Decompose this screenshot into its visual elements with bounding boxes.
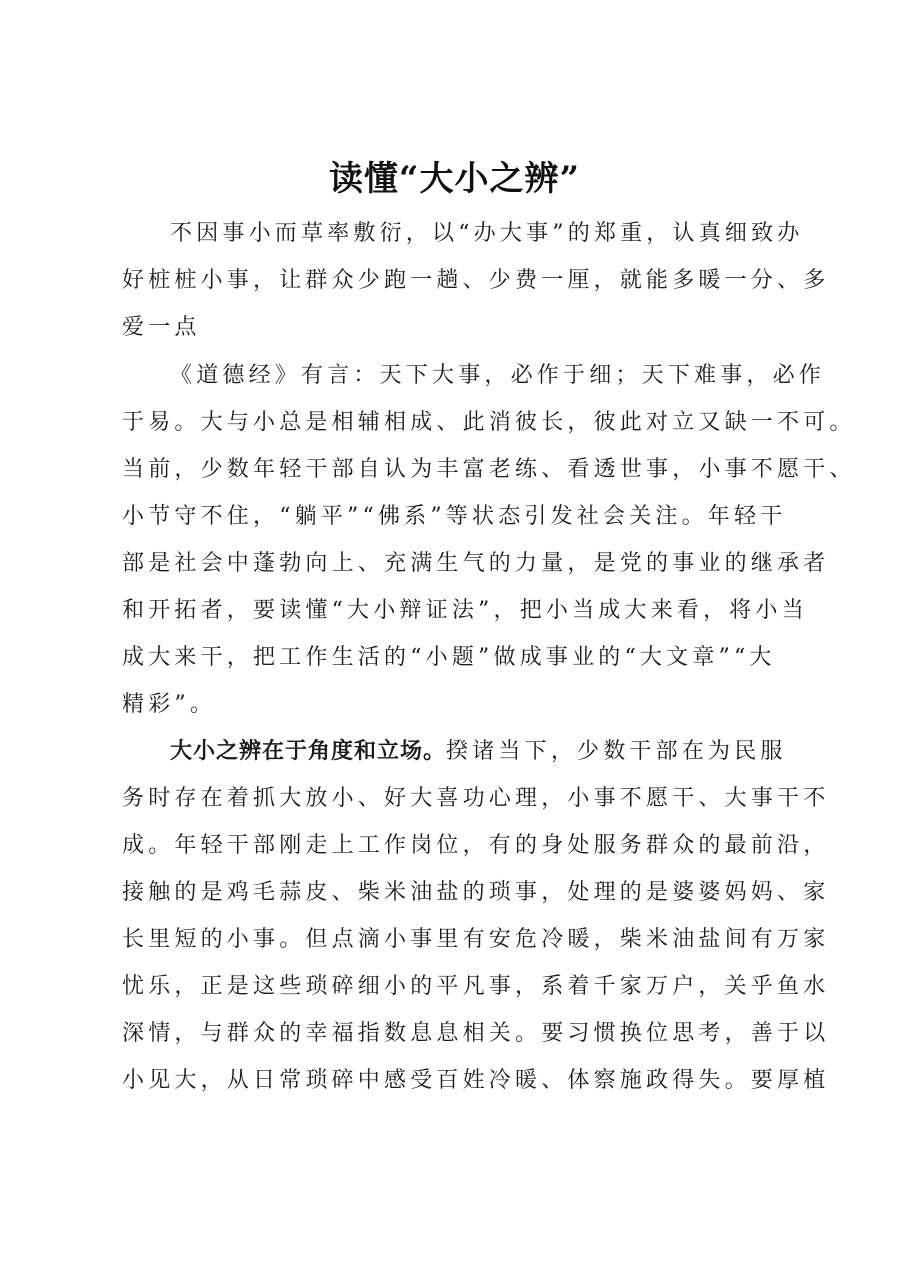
paragraph-line: 接触的是鸡毛蒜皮、柴米油盐的琐事，处理的是婆婆妈妈、家	[122, 880, 830, 905]
paragraph-line-rest: 揆诸当下，少数干部在为民服	[446, 739, 787, 764]
paragraph-line: 成。年轻干部刚走上工作岗位，有的身处服务群众的最前沿，	[122, 833, 830, 858]
paragraph-line: 《道德经》有言：天下大事，必作于细；天下难事，必作	[170, 363, 826, 388]
paragraph-line: 成大来干，把工作生活的“小题”做成事业的“大文章”“大	[122, 645, 776, 670]
paragraph-line: 精彩”。	[122, 692, 217, 717]
paragraph-daodejing	[122, 352, 856, 728]
paragraph-line: 爱一点	[122, 315, 201, 340]
paragraph-line: 小节守不住，“躺平”“佛系”等状态引发社会关注。年轻干	[122, 504, 787, 529]
paragraph-line: 不因事小而草率敷衍，以“办大事”的郑重，认真细致办	[170, 221, 804, 246]
paragraph-line: 于易。大与小总是相辅相成、此消彼长，彼此对立又缺一不可。	[122, 410, 856, 435]
paragraph-line: 务时存在着抓大放小、好大喜功心理，小事不愿干、大事干不	[122, 786, 830, 811]
paragraph-perspective	[122, 728, 830, 1104]
paragraph-line: 深情，与群众的幸福指数息息相关。要习惯换位思考，善于以	[122, 1021, 830, 1046]
paragraph-line: 小见大，从日常琐碎中感受百姓冷暖、体察施政得失。要厚植	[122, 1068, 830, 1093]
paragraph-line: 好桩桩小事，让群众少跑一趟、少费一厘，就能多暖一分、多	[122, 268, 830, 293]
paragraph-line: 和开拓者，要读懂“大小辩证法”，把小当成大来看，将小当	[122, 598, 808, 623]
paragraph-line: 长里短的小事。但点滴小事里有安危冷暖，柴米油盐间有万家	[122, 927, 830, 952]
document-title: 读懂“大小之辨”	[328, 159, 581, 199]
paragraph-line: 忧乐，正是这些琐碎细小的平凡事，系着千家万户，关乎鱼水	[122, 974, 830, 999]
paragraph-first-line	[122, 728, 800, 775]
paragraph-line: 当前，少数年轻干部自认为丰富老练、看透世事，小事不愿干、	[122, 457, 856, 482]
paragraph-line: 部是社会中蓬勃向上、充满生气的力量，是党的事业的继承者	[122, 551, 830, 576]
section-lead-heading: 大小之辨在于角度和立场。	[170, 739, 447, 764]
paragraph-summary	[122, 210, 830, 351]
